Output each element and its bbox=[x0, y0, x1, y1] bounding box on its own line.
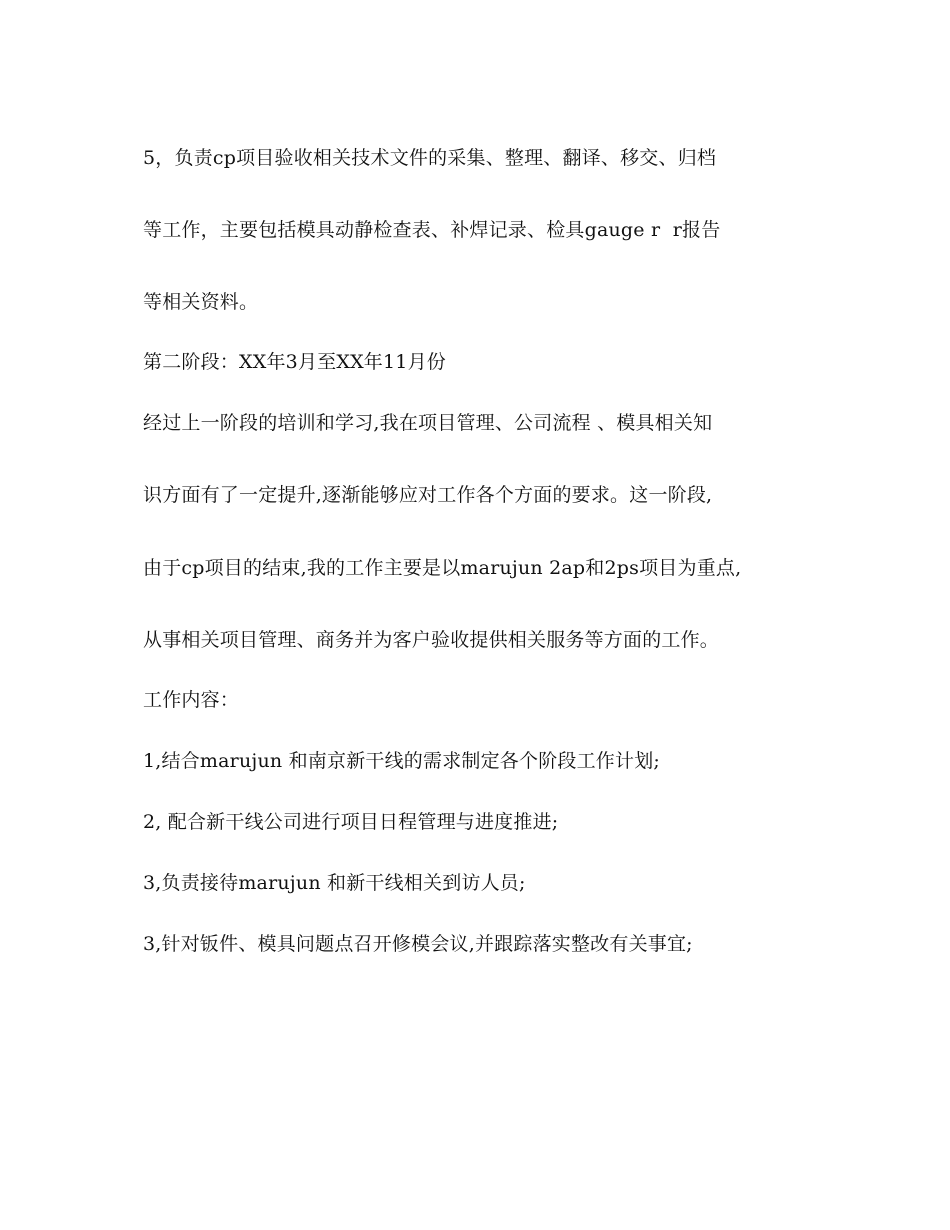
subheading: 工作内容： bbox=[143, 689, 240, 711]
paragraph-line: 5，负责cp项目验收相关技术文件的采集、整理、翻译、移交、归档 bbox=[143, 147, 717, 169]
list-item: 2, 配合新干线公司进行项目日程管理与进度推进; bbox=[143, 811, 559, 833]
paragraph-line: 从事相关项目管理、商务并为客户验收提供相关服务等方面的工作。 bbox=[143, 629, 720, 651]
paragraph-line: 等相关资料。 bbox=[143, 291, 259, 313]
list-item: 3,负责接待marujun 和新干线相关到访人员; bbox=[143, 872, 526, 894]
paragraph-line: 识方面有了一定提升,逐渐能够应对工作各个方面的要求。这一阶段, bbox=[143, 484, 713, 506]
paragraph-line: 由于cp项目的结束,我的工作主要是以marujun 2ap和2ps项目为重点, bbox=[143, 557, 742, 579]
section-heading: 第二阶段：XX年3月至XX年11月份 bbox=[143, 351, 446, 373]
paragraph-line: 经过上一阶段的培训和学习,我在项目管理、公司流程 、模具相关知 bbox=[143, 412, 713, 434]
paragraph-line: 等工作，主要包括模具动静检查表、补焊记录、检具gauge r r报告 bbox=[143, 219, 721, 241]
list-item: 3,针对钣件、模具问题点召开修模会议,并跟踪落实整改有关事宜; bbox=[143, 933, 693, 955]
list-item: 1,结合marujun 和南京新干线的需求制定各个阶段工作计划; bbox=[143, 750, 660, 772]
